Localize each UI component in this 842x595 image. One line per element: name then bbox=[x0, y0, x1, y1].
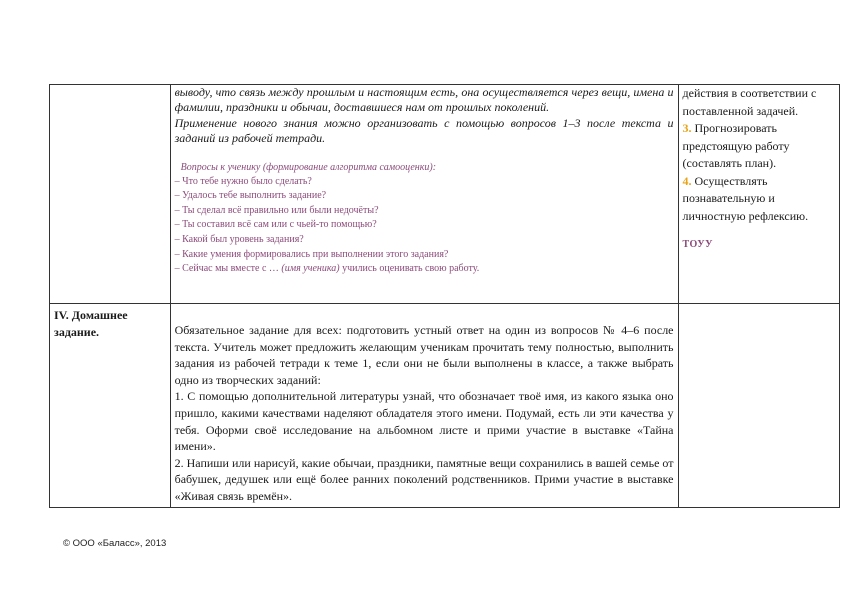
copyright-footer: © ООО «Баласс», 2013 bbox=[63, 538, 167, 549]
conclusion-text: выводу, что связь между прошлым и настоящим есть, она осуществляется через вещи, имена и фамилии, праздники и обычаи, доставшиеся нам от прошлых поколений. bbox=[174, 85, 674, 115]
questions-title: Вопросы к ученику (формирование алгоритма самооценки): bbox=[180, 161, 437, 173]
student-name-placeholder: (имя ученика) bbox=[281, 263, 340, 275]
question-item: – Что тебе нужно было сделать? bbox=[174, 175, 312, 187]
skill-item: 3. Прогнозировать предстоящую работу (составлять план). bbox=[682, 121, 790, 170]
homework-text: Обязательное задание для всех: подготовить устный ответ на один из вопросов № 4–6 после текста. Учитель может предложить желающим ученикам прочитать тему полностью, выполнить задания из рабочей тетради к теме 1, если они не были выполнены в классе, а также выбрать одно из творческих заданий: 1. С помощью дополнительной литературы узнай, что обозначает твоё имя, из какого языка оно пришло, какими качествами наделяют обладателя этого имени. Подумай, есть ли эти качества у тебя. Оформи своё исследование на альбомном листе и прими участие в выставке «Тайна имени». 2. Напиши или нарисуй, какие обычаи, праздники, памятные вещи сохранились в вашей семье от бабушек, дедушек или ещё более ранних поколений родственников. Прими участие в выставке «Живая связь времён». bbox=[174, 323, 674, 503]
skills-cell bbox=[678, 85, 839, 304]
question-item: – Какие умения формировались при выполнении этого задания? bbox=[174, 248, 449, 260]
touu-tag: ТОУУ bbox=[682, 239, 713, 250]
question-item: – Ты сделал всё правильно или были недочёты? bbox=[174, 204, 379, 216]
skill-item: 4. Осуществлять познавательную и личностную рефлексию. bbox=[682, 173, 809, 223]
table-row bbox=[50, 304, 840, 508]
table-row bbox=[50, 85, 840, 304]
question-item-last: – Сейчас мы вместе с … (имя ученика) учились оценивать свою работу. bbox=[174, 263, 480, 275]
skill-number: 4. bbox=[682, 173, 692, 188]
lesson-table bbox=[49, 84, 840, 508]
stage-cell-empty bbox=[50, 85, 171, 304]
homework-cell bbox=[170, 304, 678, 508]
content-cell bbox=[170, 85, 678, 304]
application-text: Применение нового знания можно организовать с помощью вопросов 1–3 после текста и заданий из рабочей тетради. bbox=[174, 115, 674, 146]
section-title: IV. Домашнее задание. bbox=[54, 308, 128, 339]
skills-intro: действия в соответствии с поставленной задачей. bbox=[682, 86, 817, 118]
question-item: – Ты составил всё сам или с чьей-то помощью? bbox=[174, 219, 377, 231]
empty-cell bbox=[678, 304, 839, 508]
stage-cell bbox=[50, 304, 171, 508]
question-item: – Какой был уровень задания? bbox=[174, 234, 304, 245]
question-item: – Удалось тебе выполнить задание? bbox=[174, 190, 327, 202]
skill-number: 3. bbox=[682, 121, 692, 135]
